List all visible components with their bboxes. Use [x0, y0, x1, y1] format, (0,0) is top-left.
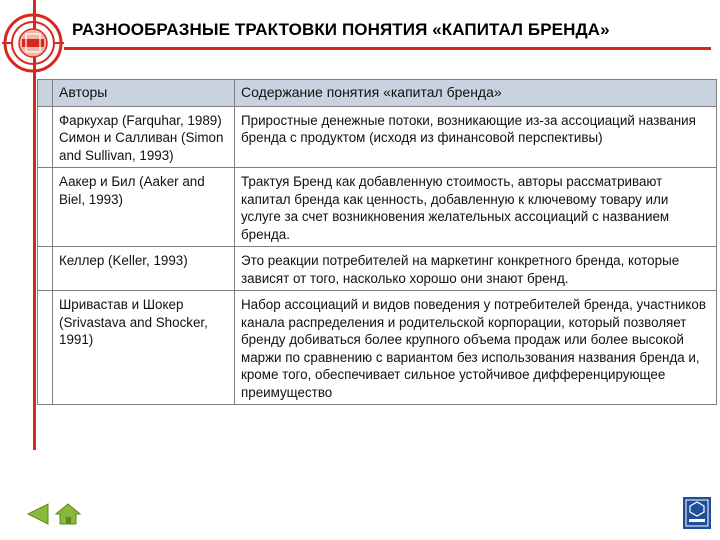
table-row: [38, 168, 717, 247]
cell-content: Трактуя Бренд как добавленную стоимость, авторы рассматривают капитал бренда как ценность, добавленную к ключевому товару или услуге за счет возникновения желательных ассоциаций с названием бренда.: [235, 168, 717, 247]
page-title: РАЗНООБРАЗНЫЕ ТРАКТОВКИ ПОНЯТИЯ «КАПИТАЛ БРЕНДА»: [72, 20, 610, 39]
cell-content: Набор ассоциаций и видов поведения у потребителей бренда, участников канала распределения и родительской корпорации, который позволяет бренду добиваться более крупного объема продаж или более высокой маржи по сравнению с вариантом без использования названия бренда и, кроме того, обеспечивает сильное устойчивое дифференцирующее преимущество: [235, 291, 717, 405]
cell-authors: Келлер (Keller, 1993): [53, 247, 235, 291]
header-authors: Авторы: [53, 80, 235, 107]
table-row: [38, 247, 717, 291]
row-side-cell: [38, 168, 53, 247]
cell-authors: Шривастав и Шокер (Srivastava and Shocker, 1991): [53, 291, 235, 405]
back-arrow-icon[interactable]: [26, 503, 52, 525]
brand-equity-table: [37, 79, 717, 405]
cell-content: Приростные денежные потоки, возникающие из-за ассоциаций названия бренда с продуктом (исходя из финансовой перспективы): [235, 106, 717, 168]
navigation-buttons: [26, 503, 81, 525]
row-side-cell: [38, 106, 53, 168]
table-row: [38, 291, 717, 405]
row-side-cell: [38, 247, 53, 291]
title-underline: [64, 47, 711, 50]
university-seal-icon: [2, 12, 64, 74]
table-header-row: [38, 80, 717, 107]
hse-emblem-icon: [683, 497, 711, 529]
row-side-cell: [38, 80, 53, 107]
header-content: Содержание понятия «капитал бренда»: [235, 80, 717, 107]
row-side-cell: [38, 291, 53, 405]
table-row: [38, 106, 717, 168]
home-icon[interactable]: [55, 503, 81, 525]
cell-authors: Фаркухар (Farquhar, 1989) Симон и Салливан (Simon and Sullivan, 1993): [53, 106, 235, 168]
cell-content: Это реакции потребителей на маркетинг конкретного бренда, которые зависят от того, насколько хорошо они знают бренд.: [235, 247, 717, 291]
cell-authors: Аакер и Бил (Aaker and Biel, 1993): [53, 168, 235, 247]
